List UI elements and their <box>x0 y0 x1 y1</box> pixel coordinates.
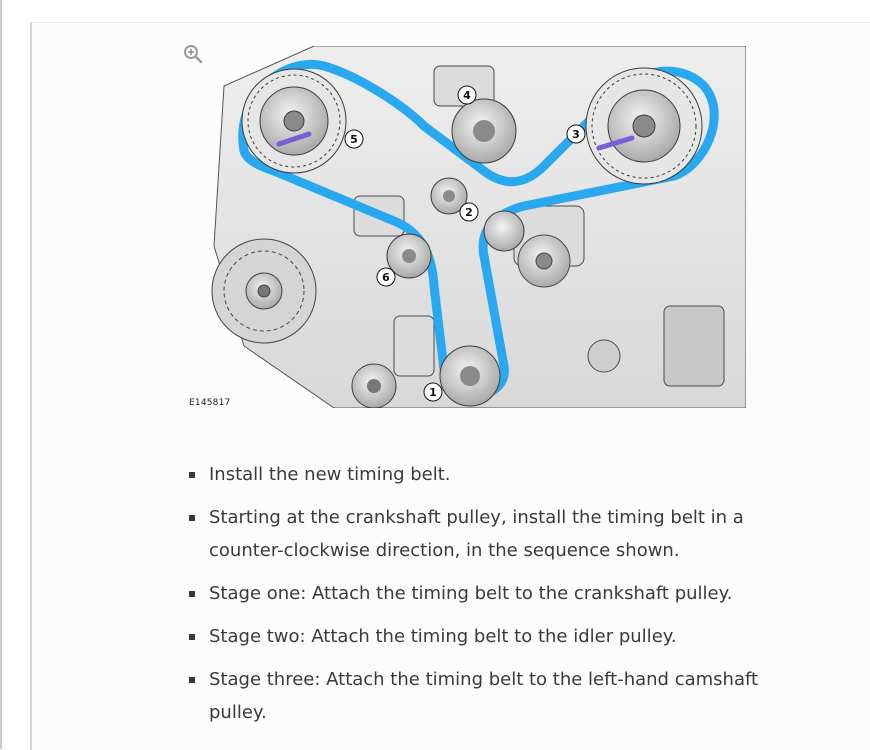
step-text: Stage three: Attach the timing belt to the left-hand camshaft pulley. <box>209 669 759 723</box>
figure-code: E145817 <box>189 398 231 408</box>
svg-text:5: 5 <box>350 133 358 146</box>
callout-6 <box>377 268 395 286</box>
step-text: Install the new timing belt. <box>209 464 451 485</box>
bullet-icon <box>189 591 195 597</box>
step-text: Starting at the crankshaft pulley, install the timing belt in a counter-clockwise direction, in the sequence shown. <box>209 507 744 561</box>
callout-4 <box>458 86 476 104</box>
callout-5 <box>345 130 363 148</box>
svg-text:3: 3 <box>572 128 580 141</box>
svg-text:2: 2 <box>465 206 473 219</box>
bullet-icon <box>189 634 195 640</box>
callout-2 <box>460 203 478 221</box>
alternator <box>212 239 316 343</box>
step-text: Stage two: Attach the timing belt to the idler pulley. <box>209 626 677 647</box>
list-item <box>189 577 769 610</box>
callout-3 <box>567 125 585 143</box>
timing-belt-diagram[interactable] <box>184 46 746 408</box>
window-left-border <box>0 0 2 749</box>
left-camshaft-pulley <box>242 69 346 173</box>
svg-text:6: 6 <box>382 271 390 284</box>
step-text: Stage one: Attach the timing belt to the crankshaft pulley. <box>209 583 733 604</box>
callout-1 <box>424 383 442 401</box>
svg-text:4: 4 <box>463 89 471 102</box>
bullet-icon <box>189 515 195 521</box>
right-camshaft-pulley <box>586 68 702 184</box>
svg-text:1: 1 <box>429 386 437 399</box>
list-item <box>189 620 769 653</box>
list-item <box>189 458 769 491</box>
instruction-list <box>189 458 769 739</box>
list-item <box>189 663 769 729</box>
bullet-icon <box>189 472 195 478</box>
bullet-icon <box>189 677 195 683</box>
list-item <box>189 501 769 567</box>
